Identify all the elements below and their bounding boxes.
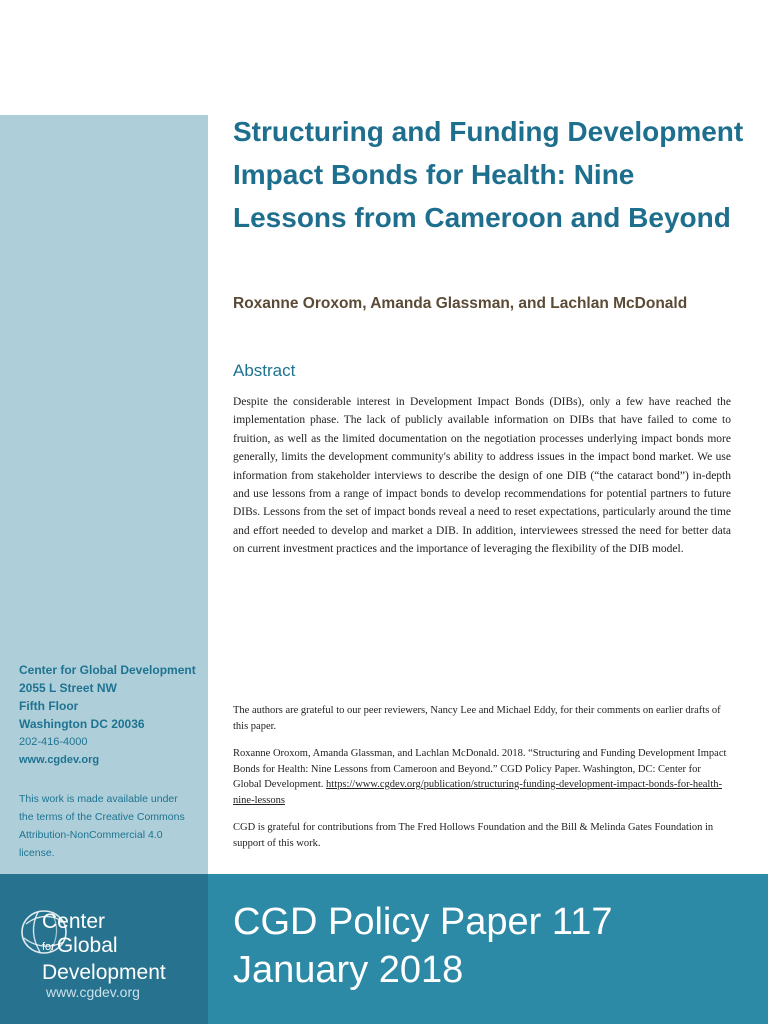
floor: Fifth Floor <box>19 699 79 713</box>
website-link[interactable]: www.cgdev.org <box>19 754 100 766</box>
citation <box>233 746 731 808</box>
logo-wordmark <box>42 910 166 985</box>
footer-band <box>0 874 768 1024</box>
citation-text: Roxanne Oroxom, Amanda Glassman, and Lachlan McDonald. 2018. “Structuring and Funding Development Impact Bonds for Health: Nine Lessons from Cameroon and Beyond.” CGD Policy Paper. Washington, DC: Center for Global Development. <box>233 748 727 790</box>
city: Washington DC 20036 <box>19 717 145 731</box>
logo-line-development: Development <box>42 961 166 984</box>
series-title: CGD Policy Paper 117 <box>233 901 613 943</box>
abstract-text: Despite the considerable interest in Development Impact Bonds (DIBs), only a few have reached the implementation phase. The lack of publicly available information on DIBs that have failed to come to fruition, as well as the limited documentation on the negotiation processes underlying impact bonds more generally, limits the development community's ability to address issues in the impact bond market. We use information from stakeholder interviews to describe the design of one DIB (“the cataract bond”) in-depth and use lessons from a range of impact bonds to develop recommendations for potential partners to future DIBs. Lessons from the set of impact bonds reveal a need to reset expectations, particularly around the time and effort needed to develop and market a DIB. In addition, interviewees stressed the need for better data on current investment practices and the importance of leveraging the flexibility of the DIB model. <box>233 396 731 556</box>
series-block <box>233 898 612 994</box>
paper-title: Structuring and Funding Development Impact Bonds for Health: Nine Lessons from Cameroon and Beyond <box>233 116 744 233</box>
contact-block <box>19 661 204 769</box>
abstract-heading: Abstract <box>233 361 296 380</box>
citation-link[interactable]: https://www.cgdev.org/publication/structuring-funding-development-impact-bonds-for-health-nine-lessons <box>233 779 723 806</box>
funding-note: CGD is grateful for contributions from The Fred Hollows Foundation and the Bill & Melinda Gates Foundation in support of this work. <box>233 822 714 849</box>
logo-line-global: Global <box>56 934 118 957</box>
phone: 202-416-4000 <box>19 736 88 748</box>
footer-logo-panel <box>0 874 208 1024</box>
series-date: January 2018 <box>233 949 464 991</box>
footer-website-link[interactable]: www.cgdev.org <box>46 984 140 1000</box>
logo-for: for <box>42 941 55 953</box>
paper-authors: Roxanne Oroxom, Amanda Glassman, and Lachlan McDonald <box>233 295 688 312</box>
acknowledgment: The authors are grateful to our peer reviewers, Nancy Lee and Michael Eddy, for their comments on earlier drafts of this paper. <box>233 705 721 732</box>
notes-section <box>233 703 731 863</box>
org-name: Center for Global Development <box>19 663 196 677</box>
license-note: This work is made available under the terms of the Creative Commons Attribution-NonCommercial 4.0 license. <box>19 793 185 859</box>
logo-line-center: Center <box>42 910 106 933</box>
street-address: 2055 L Street NW <box>19 681 117 695</box>
